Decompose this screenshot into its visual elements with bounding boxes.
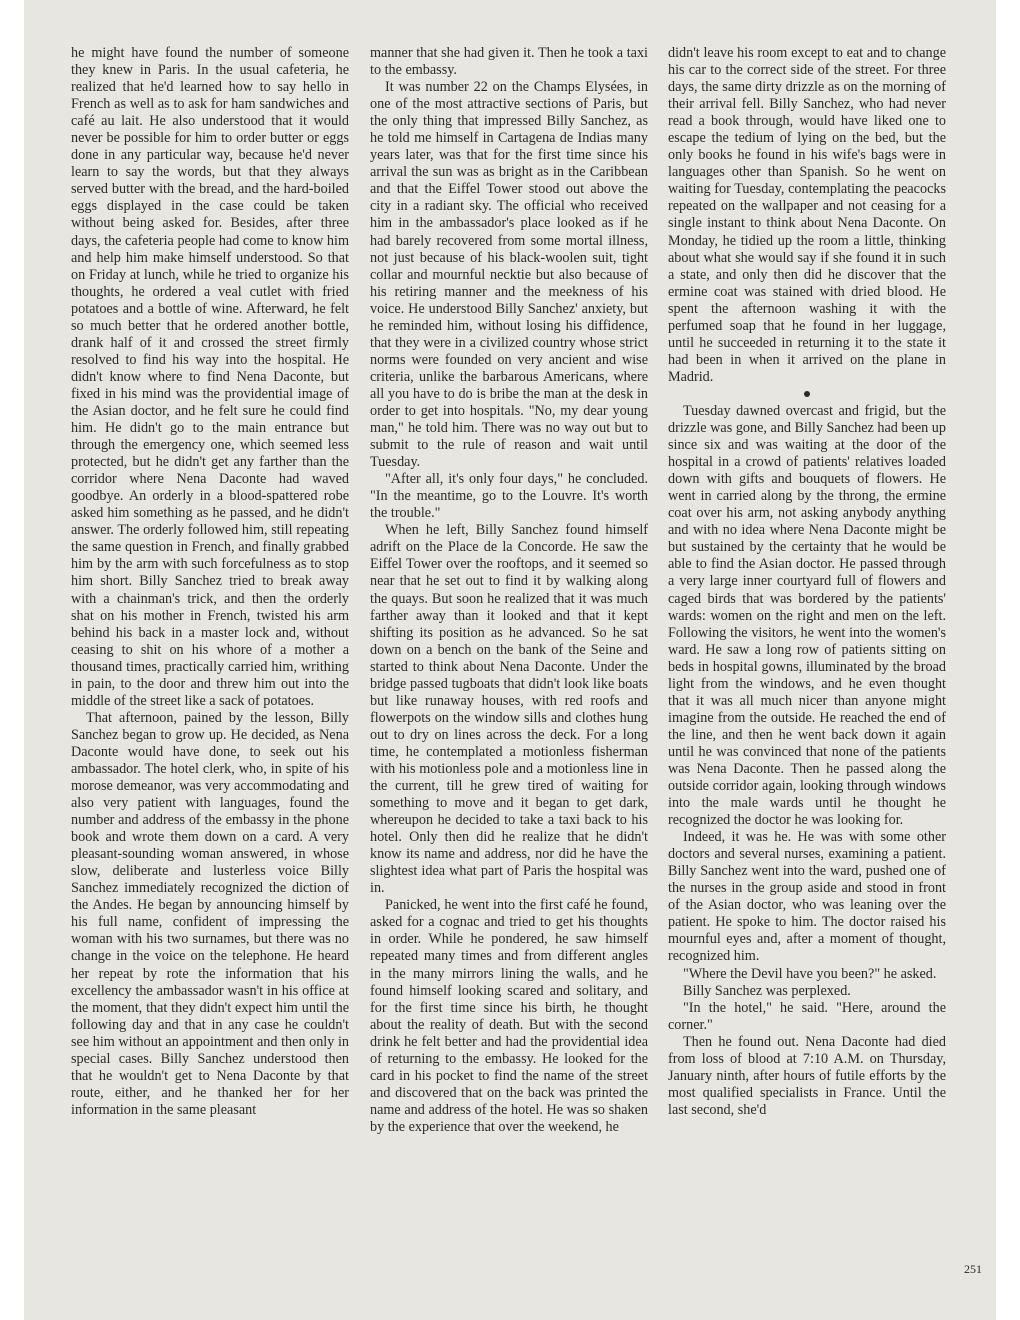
paragraph: manner that she had given it. Then he took a taxi to the embassy. [370, 45, 648, 79]
paragraph: Then he found out. Nena Daconte had died from loss of blood at 7:10 A.M. on Thursday, January ninth, after hours of futile efforts by the most qualified specialists in France. Until the last second, she'd [668, 1033, 946, 1118]
paragraph: didn't leave his room except to eat and to change his car to the correct side of the street. For three days, the same dirty drizzle as on the morning of their arrival fell. Billy Sanchez, who had never read a book through, would have liked one to escape the tedium of lying on the bed, but the only books he found in his wife's bags were in languages other than Spanish. So he went on waiting for Tuesday, contemplating the peacocks repeated on the wallpaper and not ceasing for a single instant to think about Nena Daconte. On Monday, he tidied up the room a little, thinking about what she would say if she found it in such a state, and only then did he discover that the ermine coat was stained with dried blood. He spent the afternoon washing it with the perfumed soap that he found in her luggage, until he succeeded in returning it to the state it had been in when it arrived on the plane in Madrid. [668, 45, 946, 385]
text-column-right [668, 45, 946, 1119]
paragraph: Billy Sanchez was perplexed. [683, 982, 851, 999]
section-break-bullet [668, 386, 946, 403]
paragraph: "Where the Devil have you been?" he asked. [683, 965, 937, 982]
paragraph: "After all, it's only four days," he concluded. "In the meantime, go to the Louvre. It's worth the trouble." [370, 471, 648, 522]
text-column-middle [370, 45, 648, 1136]
paragraph: "In the hotel," he said. "Here, around the corner." [668, 999, 946, 1033]
paragraph: That afternoon, pained by the lesson, Billy Sanchez began to grow up. He decided, as Nena Daconte would have done, to seek out his ambassador. The hotel clerk, who, in spite of his morose demeanor, was very accommodating and also very patient with languages, found the number and address of the embassy in the phone book and wrote them down on a card. A very pleasant-sounding woman answered, in whose slow, deliberate and lusterless voice Billy Sanchez immediately recognized the diction of the Andes. He began by announcing himself by his full name, confident of impressing the woman with his two surnames, but there was no change in the voice on the telephone. He heard her repeat by rote the information that his excellency the ambassador wasn't in his office at the moment, that they didn't expect him until the following day and that in any case he couldn't see him without an appointment and then only in special cases. Billy Sanchez understood then that he wouldn't get to Nena Daconte by that route, either, and he thanked her for her information in the same pleasant [71, 709, 349, 1118]
page-number: 251 [964, 1262, 982, 1276]
bullet-icon [804, 391, 810, 397]
paragraph: When he left, Billy Sanchez found himself adrift on the Place de la Concorde. He saw the Eiffel Tower over the rooftops, and it seemed so near that he set out to find it by walking along the quays. But soon he realized that it was much farther away than it looked and that it kept shifting its position as he advanced. So he sat down on a bench on the bank of the Seine and started to think about Nena Daconte. Under the bridge passed tugboats that didn't look like boats but like runaway houses, with red roofs and flowerpots on the window sills and clothes hung out to dry on lines across the deck. For a long time, he contemplated a motionless fisherman with his motionless pole and a motionless line in the current, till he grew tired of waiting for something to move and it began to get dark, whereupon he decided to take a taxi back to his hotel. Only then did he realize that he didn't know its name and address, nor did he have the slightest idea what part of Paris the hospital was in. [370, 522, 648, 897]
paragraph: It was number 22 on the Champs Elysées, in one of the most attractive sections of Paris, but the only thing that impressed Billy Sanchez, as he told me himself in Cartagena de Indias many years later, was that for the first time since his arrival the sun was as bright as in the Caribbean and that the Eiffel Tower stood out above the city in a radiant sky. The official who received him in the ambassador's place looked as if he had barely recovered from some mortal illness, not just because of his black-woolen suit, tight collar and mournful necktie but also because of his retiring manner and the meekness of his voice. He understood Billy Sanchez' anxiety, but he reminded him, without losing his diffidence, that they were in a civilized country whose strict norms were founded on very ancient and wise criteria, unlike the barbarous Americans, where all you have to do is bribe the man at the desk in order to get into hospitals. "No, my dear young man," he told him. There was no way out but to submit to the rule of reason and wait until Tuesday. [370, 79, 648, 471]
text-column-left [71, 45, 349, 1119]
magazine-page [24, 0, 996, 1320]
paragraph: Indeed, it was he. He was with some other doctors and several nurses, examining a patient. Billy Sanchez went into the ward, pushed one of the nurses in the group aside and stood in front of the Asian doctor, who was leaning over the patient. He spoke to him. The doctor raised his mournful eyes and, after a moment of thought, recognized him. [668, 829, 946, 965]
paragraph: Panicked, he went into the first café he found, asked for a cognac and tried to get his thoughts in order. While he pondered, he saw himself repeated many times and from different angles in the many mirrors lining the walls, and he found himself looking scared and solitary, and for the first time since his birth, he thought about the reality of death. But with the second drink he felt better and had the providential idea of returning to the embassy. He looked for the card in his pocket to find the name of the street and discovered that on the back was printed the name and address of the hotel. He was so shaken by the experience that over the weekend, he [370, 897, 648, 1135]
paragraph: Tuesday dawned overcast and frigid, but the drizzle was gone, and Billy Sanchez had been up since six and was waiting at the door of the hospital in a crowd of patients' relatives loaded down with gifts and bouquets of flowers. He went in carried along by the throng, the ermine coat over his arm, not asking anybody anything and with no idea where Nena Daconte might be but sustained by the certainty that he would be able to find the Asian doctor. He passed through a very large inner courtyard full of flowers and caged birds that was bordered by the patients' wards: women on the right and men on the left. Following the visitors, he went into the women's ward. He saw a long row of patients sitting on beds in hospital gowns, illuminated by the broad light from the windows, and he even thought that it was all much nicer than anyone might imagine from the outside. He reached the end of the line, and then he went back down it again until he was convinced that none of the patients was Nena Daconte. Then he passed along the outside corridor again, looking through windows into the male wards until he thought he recognized the doctor he was looking for. [668, 402, 946, 829]
paragraph: he might have found the number of someone they knew in Paris. In the usual cafeteria, he realized that he'd learned how to say hello in French as well as to ask for ham sandwiches and café au lait. He also understood that it would never be possible for him to order butter or eggs done in any particular way, because he'd never learn to say the words, but that they always served butter with the bread, and the hard-boiled eggs displayed in the case could be taken without being asked for. Besides, after three days, the cafeteria people had come to know him and help him make himself understood. So that on Friday at lunch, while he tried to organize his thoughts, he ordered a veal cutlet with fried potatoes and a bottle of wine. Afterward, he felt so much better that he ordered another bottle, drank half of it and crossed the street firmly resolved to find his way into the hospital. He didn't know where to find Nena Daconte, but fixed in his mind was the providential image of the Asian doctor, and he felt sure he could find him. He didn't go to the main entrance but through the emergency one, which seemed less protected, but he didn't get any farther than the corridor where Nena Daconte had waved goodbye. An orderly in a blood-spattered robe asked him something as he passed, and he didn't answer. The orderly followed him, still repeating the same question in French, and finally grabbed him by the arm with such forcefulness as to stop him short. Billy Sanchez tried to break away with a chainman's trick, and then the orderly shat on his mother in French, twisted his arm behind his back in a master lock and, without ceasing to shit on his whore of a mother a thousand times, practically carried him, writhing in pain, to the door and threw him out into the middle of the street like a sack of potatoes. [71, 45, 349, 709]
